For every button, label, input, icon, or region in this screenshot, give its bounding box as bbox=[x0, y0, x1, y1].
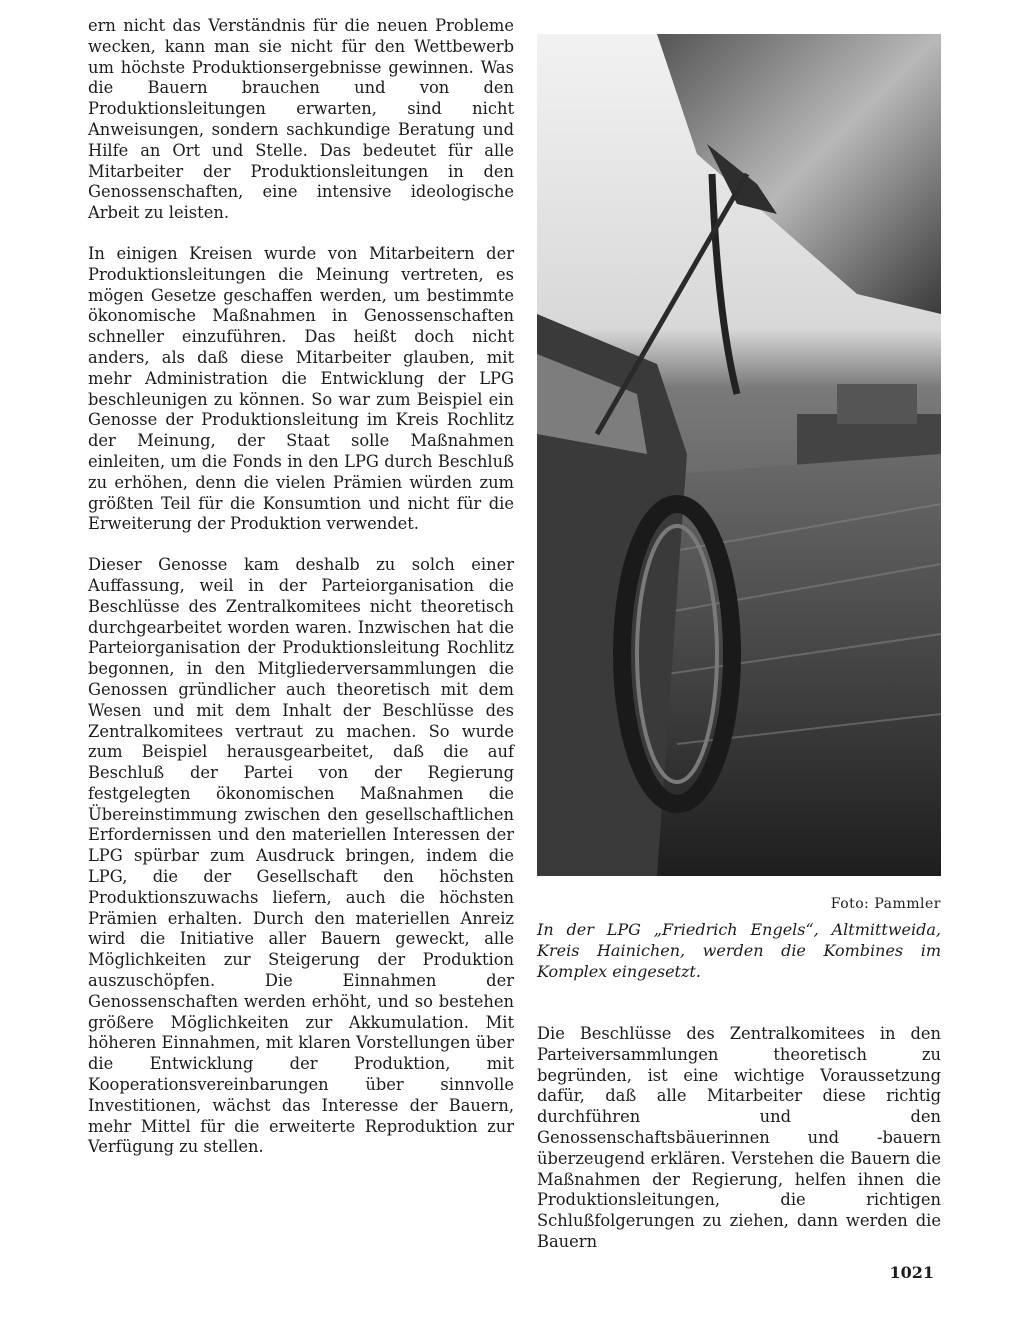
page-number: 1021 bbox=[889, 1263, 934, 1282]
combine-harvester-photo bbox=[537, 34, 941, 876]
left-text-column bbox=[88, 16, 514, 1178]
photo-caption: In der LPG „Friedrich Engels“, Altmittweida, Kreis Hainichen, werden die Kombines im Komplex eingesetzt. bbox=[537, 920, 941, 981]
paragraph-3: Dieser Genosse kam deshalb zu solch einer Auffassung, weil in der Parteiorganisation die Beschlüsse des Zentralkomitees nicht theoretisch durchgearbeitet worden waren. Inzwischen hat die Parteiorganisation der Produktionsleitung Rochlitz begonnen, in den Mitgliederversammlungen die Genossen gründlicher auch theoretisch mit dem Wesen und mit dem Inhalt der Beschlüsse des Zentralkomitees vertraut zu machen. So wurde zum Beispiel herausgearbeitet, daß die auf Beschluß der Partei von der Regierung festgelegten ökonomischen Maßnahmen die Übereinstimmung zwischen den gesellschaftlichen Erfordernissen und den materiellen Interessen der LPG spürbar zum Ausdruck bringen, indem die LPG, die der Gesellschaft den höchsten Produktionszuwachs liefern, auch die höchsten Prämien erhalten. Durch den materiellen Anreiz wird die Initiative aller Bauern geweckt, alle Möglichkeiten zur Steigerung der Produktion auszuschöpfen. Die Einnahmen der Genossenschaften werden erhöht, und so bestehen größere Möglichkeiten zur Akkumulation. Mit höheren Einnahmen, mit klaren Vorstellungen über die Entwicklung der Produktion, mit Kooperationsvereinbarungen über sinnvolle Investitionen, wächst das Interesse der Bauern, mehr Mittel für die erweiterte Reproduktion zur Verfügung zu stellen. bbox=[88, 555, 514, 1157]
right-text-column bbox=[537, 1024, 941, 1253]
photo-credit: Foto: Pammler bbox=[830, 896, 941, 912]
paragraph-1: ern nicht das Verständnis für die neuen Probleme wecken, kann man sie nicht für den Wettbewerb um höchste Produktionsergebnisse gewinnen. Was die Bauern brauchen und von den Produktionsleitungen erwarten, sind nicht Anweisungen, sondern sachkundige Beratung und Hilfe an Ort und Stelle. Das bedeutet für alle Mitarbeiter der Produktionsleitungen in den Genossenschaften, eine intensive ideologische Arbeit zu leisten. bbox=[88, 16, 514, 223]
paragraph-4: Die Beschlüsse des Zentralkomitees in den Parteiversammlungen theoretisch zu begründen, ist eine wichtige Voraussetzung dafür, daß alle Mitarbeiter diese richtig durchführen und den Genossenschaftsbäuerinnen und -bauern überzeugend erklären. Verstehen die Bauern die Maßnahmen der Regierung, helfen ihnen die Produktionsleitungen, die richtigen Schlußfolgerungen zu ziehen, dann werden die Bauern bbox=[537, 1024, 941, 1251]
paragraph-2: In einigen Kreisen wurde von Mitarbeitern der Produktionsleitungen die Meinung vertreten, es mögen Gesetze geschaffen werden, um bestimmte ökonomische Maßnahmen in Genossenschaften schneller einzuführen. Das heißt doch nicht anders, als daß diese Mitarbeiter glauben, mit mehr Administration die Entwicklung der LPG beschleunigen zu können. So war zum Beispiel ein Genosse der Produktionsleitung im Kreis Rochlitz der Meinung, der Staat solle Maßnahmen einleiten, um die Fonds in den LPG durch Beschluß zu erhöhen, denn die vielen Prämien würden zum größten Teil für die Konsumtion und nicht für die Erweiterung der Produktion verwendet. bbox=[88, 243, 514, 534]
